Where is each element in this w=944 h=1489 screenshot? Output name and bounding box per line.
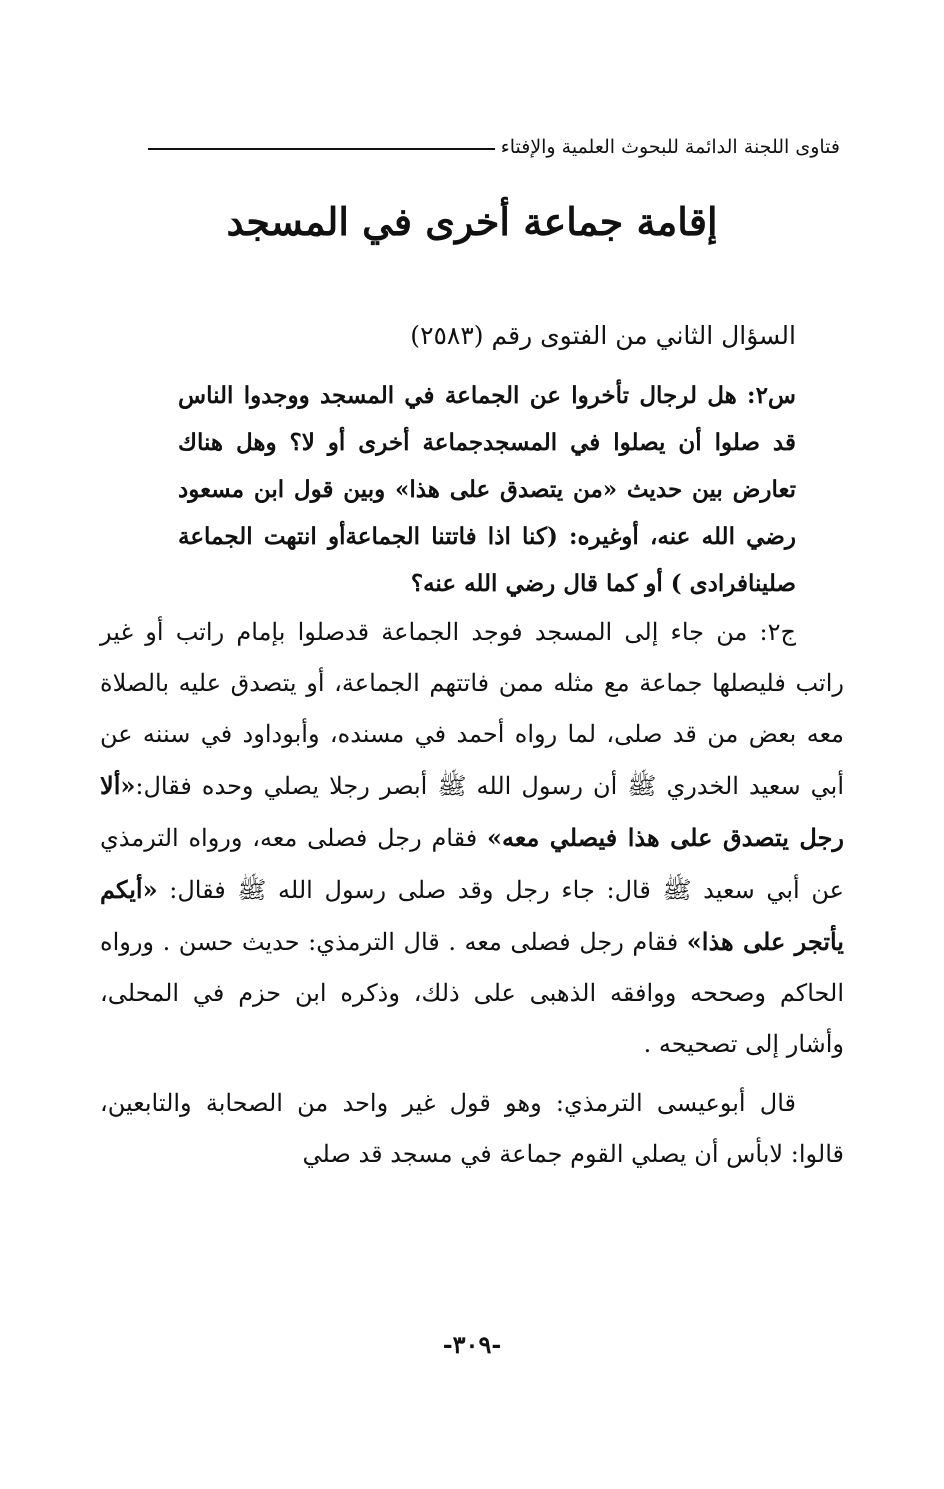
closing-paragraph: قال أبوعيسى الترمذي: وهو قول غير واحد من الصحابة والتابعين، قالوا: لابأس أن يصلي القوم جماعة في مسجد قد صلي: [100, 1089, 844, 1168]
answer-paragraph: [100, 607, 844, 1070]
answer-text-part1: ج٢: من جاء إلى المسجد فوجد الجماعة قدصلوا بإمام راتب أو غير راتب فليصلها جماعة مع مثله ممن فاتتهم الجماعة، أو يتصدق عليه بالصلاة معه بعض من قد صلى، لما رواه أحمد في مسنده، وأبوداود في سننه عن أبي سعيد الخدري ﷺ أن رسول الله ﷺ أبصر رجلا يصلي وحده فقال:: [100, 618, 845, 800]
answer-text-part3: فقام رجل فصلى معه . قال الترمذي: حديث حسن . ورواه الحاكم وصححه ووافقه الذهبى على ذلك، وذكره ابن حزم في المحلى، وأشار إلى تصحيحه .: [100, 928, 844, 1058]
header-rule: [148, 148, 495, 150]
question-paragraph: س٢: هل لرجال تأخروا عن الجماعة في المسجد ووجدوا الناس قد صلوا أن يصلوا في المسجدجماعة أخرى أو لا؟ وهل هناك تعارض بين حديث «من يتصدق على هذا» وبين قول ابن مسعود رضي الله عنه، أوغيره: (كنا اذا فاتتنا الجماعةأو انتهت الجماعة صلينافرادى ) أو كما قال رضي الله عنه؟: [178, 382, 796, 597]
body-text: [100, 310, 844, 1180]
page-title: إقامة جماعة أخرى في المسجد: [226, 199, 718, 244]
page-number: -٣٠٩-: [442, 1330, 502, 1359]
answer-text-part2: فقام رجل فصلى معه، ورواه الترمذي عن أبي سعيد ﷺ قال: جاء رجل وقد صلى رسول الله ﷺ فقال:: [100, 824, 844, 904]
running-header-title: فتاوى اللجنة الدائمة للبحوث العلمية والإفتاء: [500, 136, 840, 158]
fatwa-subheading: السؤال الثاني من الفتوى رقم (٢٥٨٣): [410, 321, 796, 350]
running-header: [148, 130, 840, 164]
hadith-quote-1: «ألا رجل يتصدق على هذا فيصلي معه»: [100, 771, 844, 852]
hadith-quote-2: «أيكم يأتجر على هذا»: [100, 875, 844, 956]
